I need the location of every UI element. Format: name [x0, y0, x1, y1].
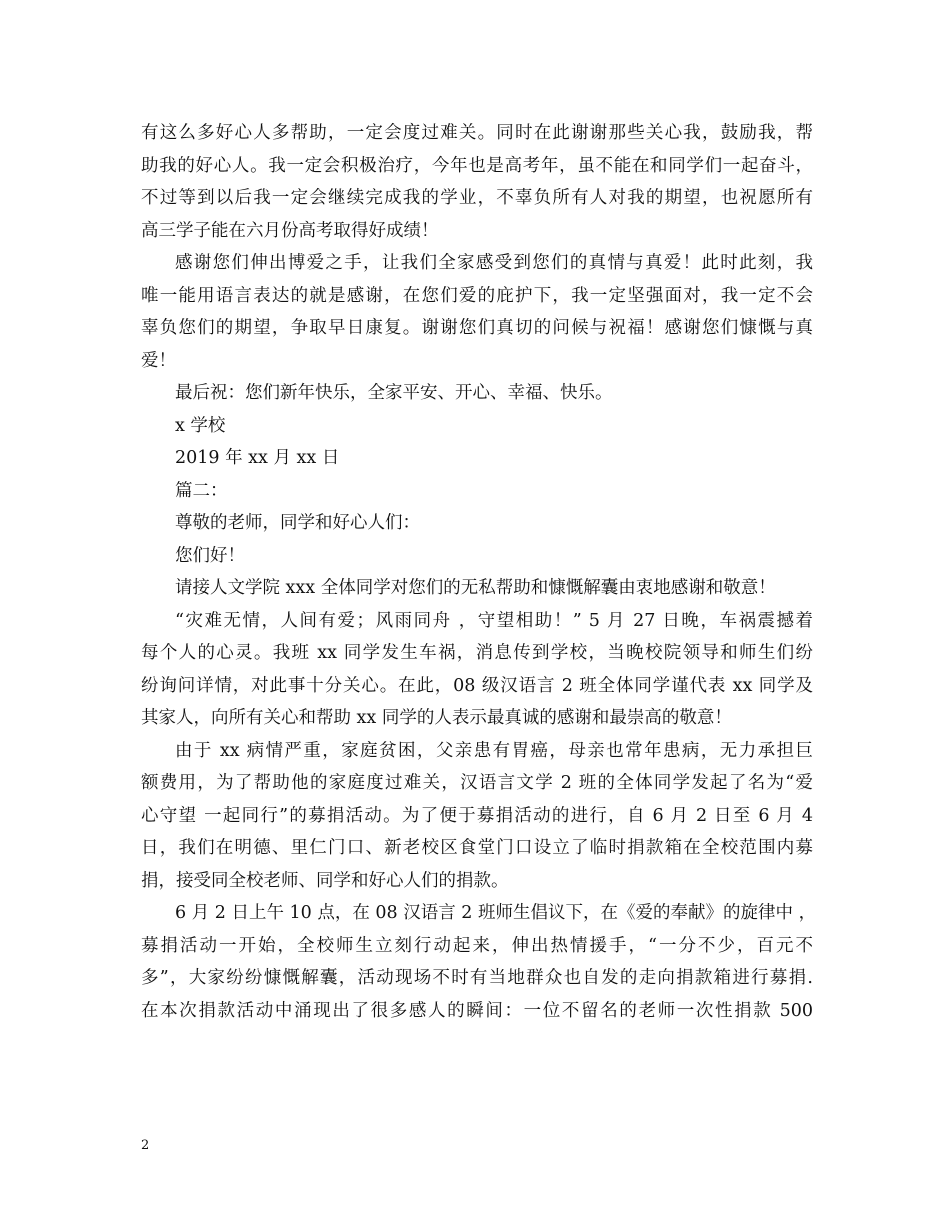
text-line: 纷询问详情，对此事十分关心。在此，08 级汉语言 2 班全体同学谨代表 xx 同学及: [141, 675, 813, 696]
text-line: 额费用，为了帮助他的家庭度过难关，汉语言文学 2 班的全体同学发起了名为“爱: [141, 773, 813, 793]
text-line: x 学校: [175, 415, 226, 436]
page-number: 2: [141, 1138, 150, 1153]
text-line: 最后祝：您们新年快乐，全家平安、开心、幸福、快乐。: [175, 383, 613, 403]
text-line: 每个人的心灵。我班 xx 同学发生车祸，消息传到学校，当晚校院领导和师生们纷: [141, 643, 813, 663]
text-line: 辜负您们的期望，争取早日康复。谢谢您们真切的问候与祝福！感谢您们慷慨与真: [141, 318, 813, 338]
text-line: 请接人文学院 xxx 全体同学对您们的无私帮助和慷慨解囊由衷地感谢和敬意！: [175, 578, 776, 598]
document-body: [141, 117, 817, 1027]
text-line: 爱！: [141, 350, 176, 371]
text-line: 6 月 2 日上午 10 点，在 08 汉语言 2 班师生倡议下，在《爱的奉献》的旋律中 ，: [175, 903, 817, 923]
text-line: 多”，大家纷纷慷慨解囊，活动现场不时有当地群众也自发的走向捐款箱进行募捐.: [141, 968, 813, 988]
date-line: 2019 年 xx 月 xx 日: [175, 448, 340, 468]
text-line: 由于 xx 病情严重，家庭贫困，父亲患有胃癌，母亲也常年患病，无力承担巨: [175, 740, 813, 761]
text-line: 有这么多好心人多帮助，一定会度过难关。同时在此谢谢那些关心我，鼓励我，帮: [141, 123, 813, 143]
text-line: 助我的好心人。我一定会积极治疗，今年也是高考年，虽不能在和同学们一起奋斗，: [141, 155, 813, 176]
salutation: 尊敬的老师，同学和好心人们：: [175, 513, 420, 533]
text-line: 唯一能用语言表达的就是感谢，在您们爱的庇护下，我一定坚强面对，我一定不会: [141, 285, 813, 306]
text-line: 感谢您们伸出博爱之手，让我们全家感受到您们的真情与真爱！此时此刻，我: [175, 253, 813, 273]
text-line: 高三学子能在六月份高考取得好成绩！: [141, 220, 439, 241]
text-line: “灾难无情，人间有爱；风雨同舟 ，守望相助！” 5 月 27 日晚，车祸震撼着: [175, 610, 813, 631]
text-line: 捐，接受同全校老师、同学和好心人们的捐款。: [141, 870, 509, 891]
text-line: 心守望 一起同行”的募捐活动。为了便于募捐活动的进行，自 6 月 2 日至 6 月 4: [141, 805, 813, 826]
section-heading: 篇二：: [175, 480, 228, 501]
text-line: 不过等到以后我一定会继续完成我的学业，不辜负所有人对我的期望，也祝愿所有: [141, 188, 813, 208]
greeting: 您们好！: [175, 545, 245, 566]
text-line: 募捐活动一开始，全校师生立刻行动起来，伸出热情援手，“一分不少，百元不: [141, 935, 813, 956]
text-line: 在本次捐款活动中涌现出了很多感人的瞬间：一位不留名的老师一次性捐款 500: [141, 1000, 813, 1021]
text-line: 日，我们在明德、里仁门口、新老校区食堂门口设立了临时捐款箱在全校范围内募: [141, 838, 813, 858]
text-line: 其家人，向所有关心和帮助 xx 同学的人表示最真诚的感谢和最崇高的敬意！: [141, 708, 732, 728]
